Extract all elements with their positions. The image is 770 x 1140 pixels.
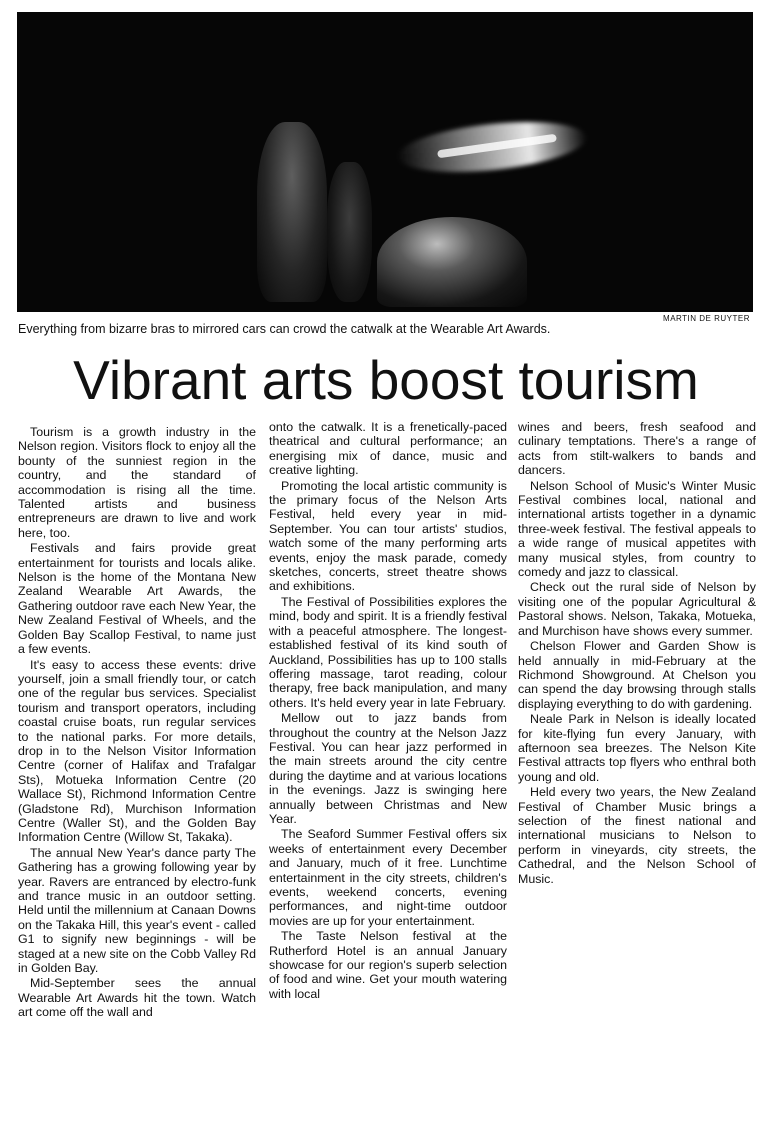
paragraph: Festivals and fairs provide great entertainment for tourists and locals alike. Nelson is the home of the Montana New Zealand Wearable Art Awards, the Gathering outdoor rave each New Year, the New Zealand Festival of Wheels, and the Golden Bay Scallop Festival, to name just a few events.: [18, 541, 256, 657]
paragraph: Check out the rural side of Nelson by visiting one of the popular Agricultural & Pastoral shows. Nelson, Takaka, Motueka, and Murchison have shows every summer.: [518, 580, 756, 638]
paragraph: The Taste Nelson festival at the Rutherford Hotel is an annual January showcase for our region's superb selection of food and wine. Get your mouth watering with local: [269, 929, 507, 1001]
paragraph: The annual New Year's dance party The Gathering has a growing following year by year. Ravers are entranced by electro-funk and trance music in an outdoor setting. Held until the millennium at Canaan Downs on the Takaka Hill, this year's event - called G1 to signify new beginnings - will be staged at a new site on the Cobb Valley Rd in Golden Bay.: [18, 845, 256, 976]
paragraph: The Seaford Summer Festival offers six weeks of entertainment every December and January, much of it free. Lunchtime entertainment in the city streets, children's events, weekend concerts, evening performances, and night-time outdoor movies are up for your entertainment.: [269, 827, 507, 928]
paragraph: wines and beers, fresh seafood and culinary temptations. There's a range of acts from stilt-walkers to bands and dancers.: [518, 420, 756, 478]
article-photo: [17, 12, 753, 312]
paragraph: Held every two years, the New Zealand Festival of Chamber Music brings a selection of the finest national and international musicians to Nelson to perform in vineyards, city streets, the Cathedral, and the Nelson School of Music.: [518, 785, 756, 886]
photo-credit: MARTIN DE RUYTER: [663, 314, 750, 323]
paragraph: Neale Park in Nelson is ideally located for kite-flying fun every January, with afternoon sea breezes. The Nelson Kite Festival attracts top flyers who enthral both young and old.: [518, 712, 756, 784]
paragraph: Mid-September sees the annual Wearable Art Awards hit the town. Watch art come off the wall and: [18, 976, 256, 1020]
paragraph: Tourism is a growth industry in the Nelson region. Visitors flock to enjoy all the bounty of the sunniest region in the country, and the standard of accommodation is rising all the time. Talented artists and business entrepreneurs are drawn to live and work here, too.: [18, 425, 256, 540]
paragraph: Mellow out to jazz bands from throughout the country at the Nelson Jazz Festival. You can hear jazz performed in the main streets around the city centre during the daytime and at various locations in the evenings. Jazz is swinging here annually between Christmas and New Year.: [269, 711, 507, 826]
article-column-2: [269, 420, 507, 1002]
model-figure: [257, 122, 327, 302]
model-figure-secondary: [327, 162, 372, 302]
paragraph: The Festival of Possibilities explores the mind, body and spirit. It is a friendly festival with a peaceful atmosphere. The longest-established festival of its kind south of Auckland, Possibilities has up to 100 stalls offering massage, tarot reading, colour therapy, free back manipulation, and many others. It's held every year in late February.: [269, 594, 507, 710]
article-column-1: [18, 425, 256, 1021]
headline: Vibrant arts boost tourism: [73, 349, 699, 411]
paragraph: Promoting the local artistic community is the primary focus of the Nelson Arts Festival, held every year in mid-September. You can tour artists' studios, watch some of the many performing arts events, enjoy the mask parade, comedy sketches, concerts, street theatre shows and exhibitions.: [269, 478, 507, 594]
paragraph: It's easy to access these events: drive yourself, join a small friendly tour, or catch one of the regular bus services. Specialist tourism and transport operators, including coastal cruise boats, run regular services to the national parks. For more details, drop in to the Nelson Visitor Information Centre (corner of Halifax and Trafalgar Sts), Motueka Information Centre (20 Wallace St), Richmond Information Centre (Gladstone Rd), Murchison Information Centre (Waller St), and the Golden Bay Information Centre (Willow St, Takaka).: [18, 657, 256, 845]
article-column-3: [518, 420, 756, 887]
paragraph: onto the catwalk. It is a frenetically-paced theatrical and cultural performance; an energising mix of dance, music and creative lighting.: [269, 420, 507, 478]
mirrored-car: [377, 217, 527, 307]
paragraph: Chelson Flower and Garden Show is held annually in mid-February at the Richmond Showground. At Chelson you can spend the day browsing through stalls displaying everything to do with gardening.: [518, 639, 756, 711]
photo-caption: Everything from bizarre bras to mirrored cars can crowd the catwalk at the Wearable Art Awards.: [18, 322, 551, 336]
paragraph: Nelson School of Music's Winter Music Festival combines local, national and international artists together in a dynamic three-week festival. The festival appeals to a wide range of musical appetites with many musical styles, from country to comedy and jazz to classical.: [518, 478, 756, 580]
